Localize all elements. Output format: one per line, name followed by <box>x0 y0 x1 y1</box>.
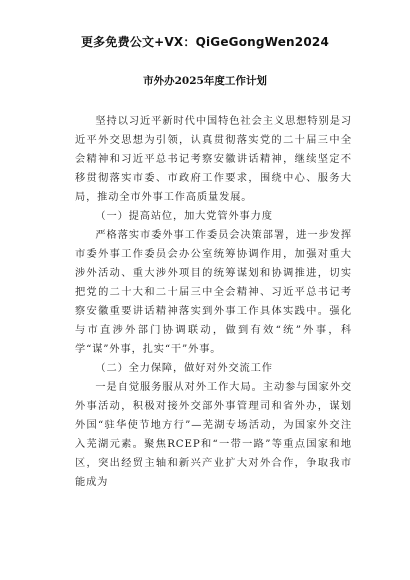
section-heading-1: （一）提高站位，加大党管外事力度 <box>95 211 273 222</box>
section-heading-2: （二）全力保障，做好对外交流工作 <box>95 363 273 374</box>
section-1-paragraph: 严格落实市委外事工作委员会决策部署，进一步发挥市委外事工作委员会办公室统筹协调作用，加强对重大涉外活动、重大涉外项目的统筹谋划和协调推进，切实把党的二十大和二十届三中全会精神、习近平总书记考察安徽重要讲话精神落实到外事工作具体实践中。强化与市直涉外部门协调联动，做到有效“统”外事，科学“谋”外事，扎实“干”外事。 <box>75 230 352 355</box>
promo-header: 更多免费公文+VX：QiGeGongWen2024 <box>80 35 329 49</box>
document-body <box>75 112 352 492</box>
document-title: 市外办2025年度工作计划 <box>143 75 267 87</box>
intro-paragraph: 坚持以习近平新时代中国特色社会主义思想特别是习近平外交思想为引领，认真贯彻落实党的二十届三中全会精神和习近平总书记考察安徽讲话精神，继续坚定不移贯彻落实市委、市政府工作要求，围绕中心、服务大局，推动全市外事工作高质量发展。 <box>75 116 352 203</box>
section-2-paragraph: 一是自觉服务服从对外工作大局。主动参与国家外交外事活动，积极对接外交部外事管理司和省外办，谋划外国“驻华使节地方行”—芜湖专场活动，为国家外交注入芜湖元素。聚焦RCEP和“一带一路”等重点国家和地区，突出经贸主轴和新兴产业扩大对外合作，争取我市能成为 <box>75 382 352 488</box>
